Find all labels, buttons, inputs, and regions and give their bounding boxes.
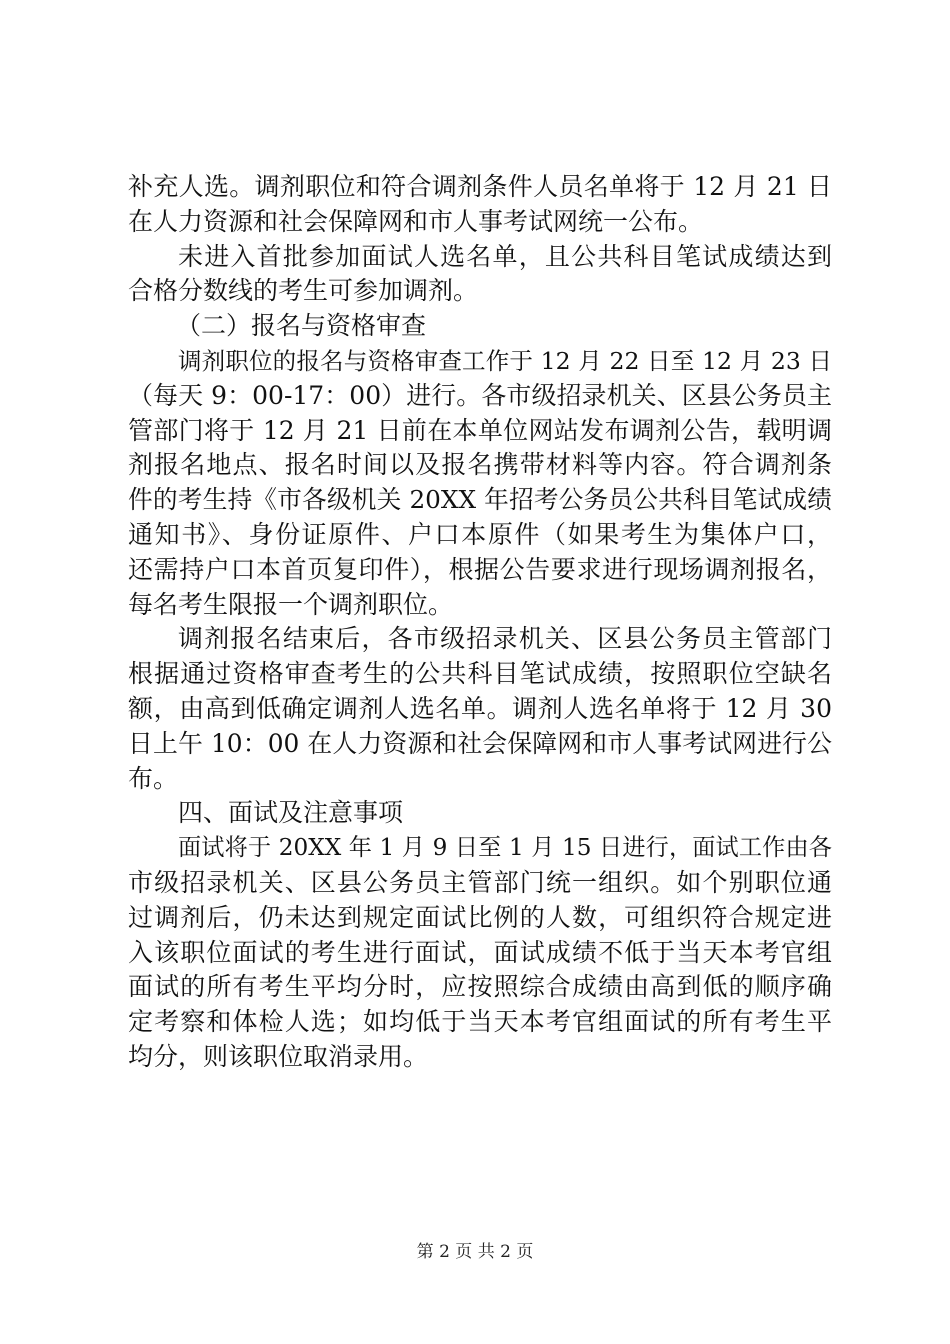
text-line: 通知书》、身份证原件、户口本原件（如果考生为集体户口， [128, 519, 832, 549]
document-body [128, 170, 832, 1075]
text-line: 管部门将于 12 月 21 日前在本单位网站发布调剂公告，载明调 [128, 415, 832, 445]
text-line: 件的考生持《市各级机关 20XX 年招考公务员公共科目笔试成绩 [128, 485, 832, 515]
text-line: 过调剂后，仍未达到规定面试比例的人数，可组织符合规定进 [128, 902, 832, 932]
text-line: 入该职位面试的考生进行面试，面试成绩不低于当天本考官组 [128, 937, 832, 967]
paragraph-start-line: 面试将于 20XX 年 1 月 9 日至 1 月 15 日进行，面试工作由各 [178, 834, 832, 862]
text-line: 在人力资源和社会保障网和市人事考试网统一公布。 [128, 206, 704, 236]
section-heading: 四、面试及注意事项 [178, 798, 404, 828]
text-line: 面试的所有考生平均分时，应按照综合成绩由高到低的顺序确 [128, 972, 832, 1002]
text-line: 均分，则该职位取消录用。 [128, 1041, 429, 1071]
paragraph-start-line: 未进入首批参加面试人选名单，且公共科目笔试成绩达到 [178, 241, 832, 271]
text-line: 每名考生限报一个调剂职位。 [128, 589, 454, 619]
text-line: 日上午 10：00 在人力资源和社会保障网和市人事考试网进行公 [128, 728, 832, 758]
text-line: 定考察和体检人选；如均低于当天本考官组面试的所有考生平 [128, 1007, 832, 1037]
text-line: 市级招录机关、区县公务员主管部门统一组织。如个别职位通 [128, 867, 832, 897]
text-line: 根据通过资格审查考生的公共科目笔试成绩，按照职位空缺名 [128, 659, 832, 689]
text-line: 布。 [128, 763, 179, 793]
paragraph-start-line: 调剂报名结束后，各市级招录机关、区县公务员主管部门 [178, 624, 832, 654]
page-number-footer: 第 2 页 共 2 页 [416, 1242, 534, 1262]
text-line: 剂报名地点、报名时间以及报名携带材料等内容。符合调剂条 [128, 450, 832, 480]
text-line: 额，由高到低确定调剂人选名单。调剂人选名单将于 12 月 30 [128, 693, 832, 723]
paragraph-start-line: 调剂职位的报名与资格审查工作于 12 月 22 日至 12 月 23 日 [178, 346, 832, 375]
text-line: 还需持户口本首页复印件），根据公告要求进行现场调剂报名， [128, 554, 832, 584]
text-line: 补充人选。调剂职位和符合调剂条件人员名单将于 12 月 21 日 [128, 172, 832, 201]
section-subheading: （二）报名与资格审查 [176, 311, 427, 341]
text-line: （每天 9：00-17：00）进行。各市级招录机关、区县公务员主 [128, 380, 832, 410]
text-line: 合格分数线的考生可参加调剂。 [128, 276, 479, 306]
